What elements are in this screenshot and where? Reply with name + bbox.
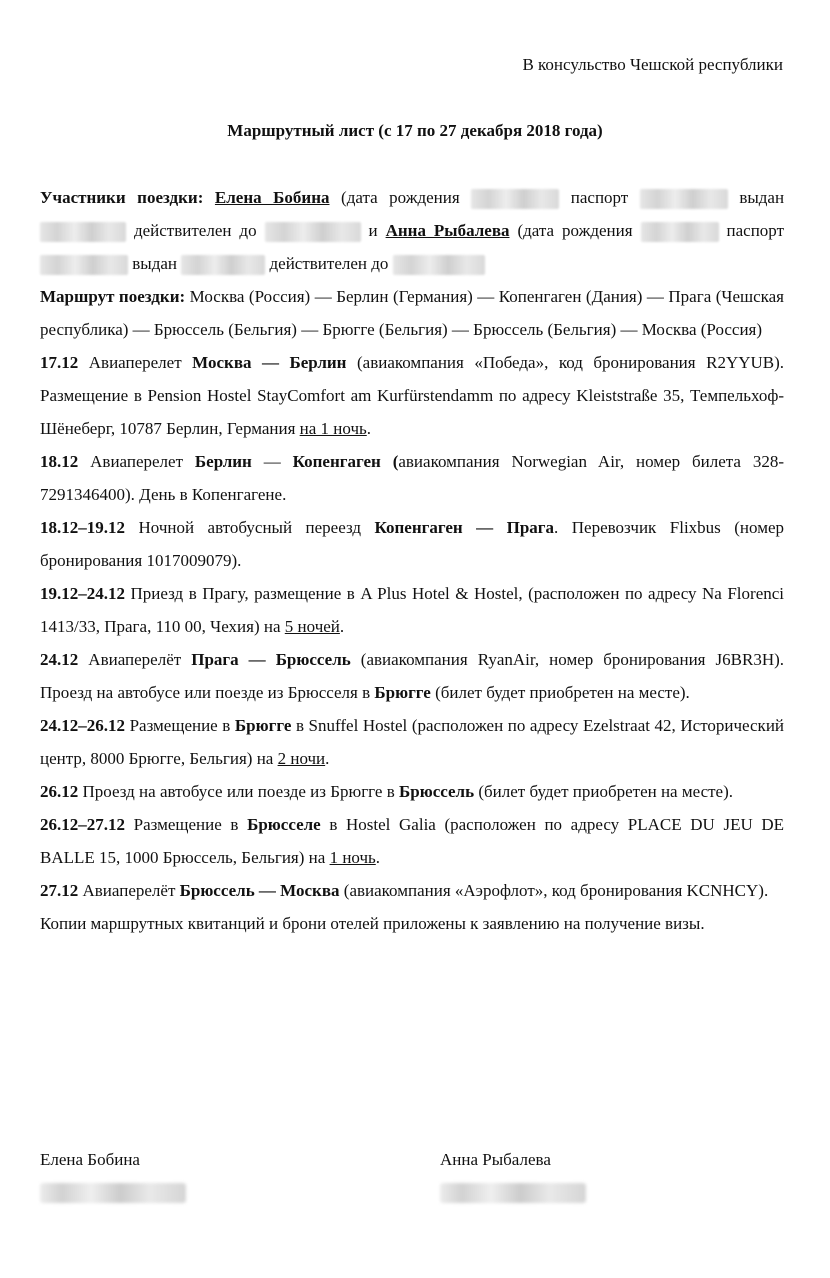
text: паспорт [570,188,629,207]
participant-2-name: Анна Рыбалева [385,221,510,240]
entry-18-12 [40,445,784,511]
text: Авиаперелет [88,353,182,372]
text: . [339,617,345,636]
entry-17-12 [40,346,784,445]
text: Приезд в Прагу, размещение в A Plus Hotel & Hostel, (расположен по адресу Na Florenci 1413/33, Прага, 110 00, Чехия) на [40,584,785,636]
redacted-birthdate-2 [641,222,719,242]
entry-city: Брюгге [234,716,292,735]
redacted-passport-2 [40,255,128,275]
entry-city: Берлин [194,452,252,471]
redacted-issued-1 [40,222,126,242]
text: действителен до [133,221,257,240]
entry-18-19-12 [40,511,784,577]
text: паспорт [726,221,785,240]
nights: 5 ночей [284,617,340,636]
text: (авиакомпания «Аэрофлот», код бронирования KCNHCY). [343,881,769,900]
entry-route: Прага — Брюссель [191,650,351,669]
redacted-valid-2 [393,255,485,275]
text: (авиакомпания RyanAir, номер бронирования J6BR3H). Проезд на автобусе или поезде из Брюсселя в [40,650,785,702]
entry-date: 17.12 [40,353,79,372]
text: . [375,848,381,867]
route-label: Маршрут поездки: [40,287,186,306]
text: действителен до [269,254,389,273]
nights: на 1 ночь [299,419,367,438]
entry-date: 18.12 [40,452,79,471]
redacted-signature-2 [440,1183,586,1203]
entry-date: 18.12–19.12 [40,518,125,537]
entry-route: Копенгаген — Прага [374,518,555,537]
entry-route: Москва — Берлин [192,353,347,372]
entry-27-12 [40,874,784,907]
text: — [263,452,281,471]
signatory-2: Анна Рыбалева [440,1150,551,1169]
entry-city: Брюссель [399,782,475,801]
text: Авиаперелёт [82,881,176,900]
entry-19-24-12 [40,577,784,643]
text: Размещение в [133,815,239,834]
text: (билет будет приобретен на месте). [435,683,690,702]
entry-26-12 [40,775,784,808]
entry-route: Брюссель — Москва [179,881,340,900]
nights: 2 ночи [277,749,326,768]
addressee: В консульство Чешской республики [522,55,783,74]
text: в Snuffel Hostel (расположен по адресу Ezelstraat 42, Исторический центр, 8000 Брюгге, Бельгия) на [40,716,785,768]
entry-city: Брюсселе [247,815,321,834]
text: Размещение в [129,716,231,735]
text: . Перевозчик Flixbus (номер бронирования 1017009079). [40,518,785,570]
text: (дата рождения [341,188,460,207]
entry-city: Брюгге [374,683,431,702]
document-body [40,181,784,940]
signatory-1: Елена Бобина [40,1150,140,1169]
participants-paragraph [40,181,784,280]
text: выдан [739,188,785,207]
entry-date: 24.12 [40,650,79,669]
entry-date: 26.12–27.12 [40,815,125,834]
text: в Hostel Galia (расположен по адресу PLACE DU JEU DE BALLE 15, 1000 Брюссель, Бельгия) на [40,815,785,867]
text: (авиакомпания «Победа», код бронирования R2YYUB). Размещение в Pension Hostel StayComfort am Kurfürstendamm по адресу Kleiststraße 35, Темпельхоф-Шёнеберг, 10787 Берлин, Германия [40,353,785,438]
entry-24-12 [40,643,784,709]
text: авиакомпания Norwegian Air, номер билета 328-7291346400). День в Копенгагене. [40,452,785,504]
entry-date: 27.12 [40,881,79,900]
text: Ночной автобусный переезд [138,518,362,537]
text: (дата рождения [517,221,633,240]
text: Проезд на автобусе или поезде из Брюгге в [82,782,395,801]
text: . [325,749,330,768]
participant-1-name: Елена Бобина [214,188,330,207]
redacted-issued-2 [181,255,265,275]
participants-label: Участники поездки: [40,188,204,207]
text: выдан [132,254,177,273]
redacted-passport-1 [640,189,728,209]
entry-city: Копенгаген ( [292,452,399,471]
entry-date: 24.12–26.12 [40,716,125,735]
text: и [368,221,378,240]
redacted-valid-1 [265,222,361,242]
entry-24-26-12 [40,709,784,775]
text: Авиаперелет [90,452,184,471]
entry-date: 19.12–24.12 [40,584,125,603]
entry-date: 26.12 [40,782,79,801]
attachments-note: Копии маршрутных квитанций и брони отелей приложены к заявлению на получение визы. [40,914,705,933]
redacted-signature-1 [40,1183,186,1203]
text: (билет будет приобретен на месте). [478,782,734,801]
route-paragraph [40,280,784,346]
nights: 1 ночь [329,848,376,867]
text: Авиаперелёт [88,650,182,669]
document-title: Маршрутный лист (с 17 по 27 декабря 2018 года) [227,121,603,140]
redacted-birthdate-1 [471,189,559,209]
text: . [366,419,372,438]
route-text: Москва (Россия) — Берлин (Германия) — Копенгаген (Дания) — Прага (Чешская республика) — Брюссель (Бельгия) — Брюгге (Бельгия) — Брюссель (Бельгия) — Москва (Россия) [40,287,784,339]
entry-26-27-12 [40,808,784,874]
